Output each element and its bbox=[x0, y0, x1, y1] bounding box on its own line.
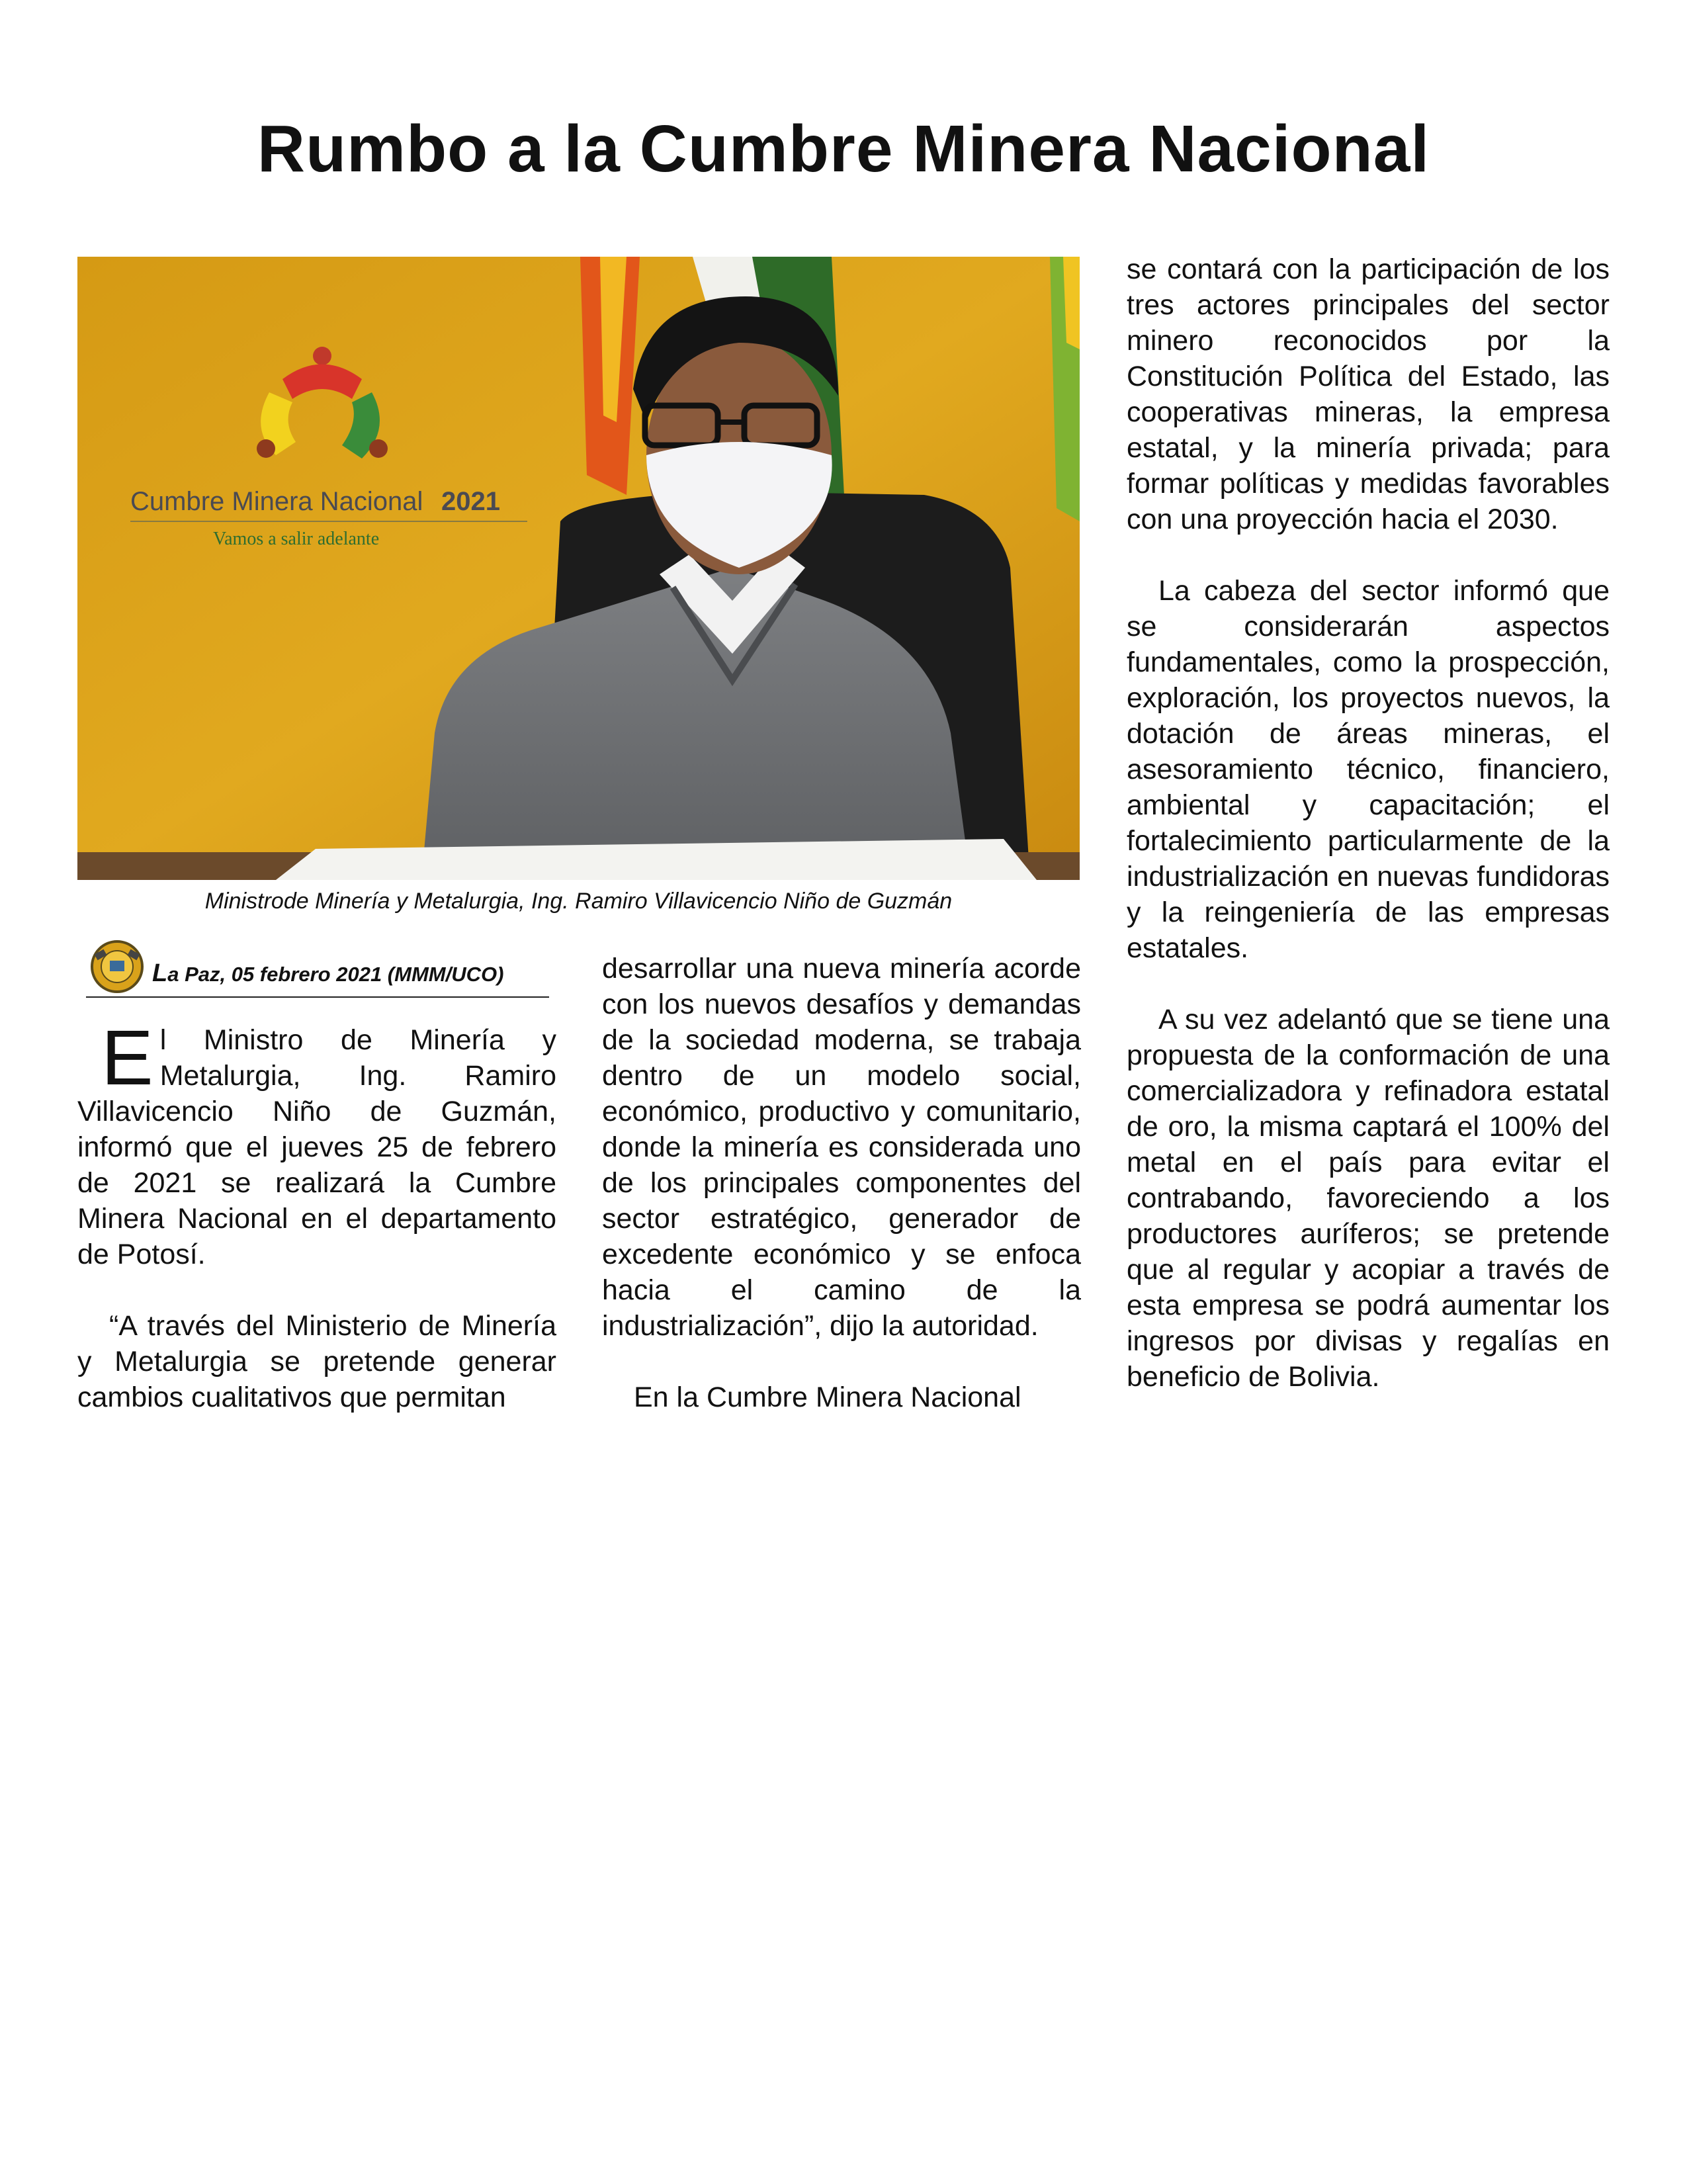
ministry-seal-icon bbox=[90, 939, 144, 994]
article-column-2 bbox=[602, 951, 1081, 1415]
photo-caption: Ministrode Minería y Metalurgia, Ing. Ramiro Villavicencio Niño de Guzmán bbox=[204, 889, 953, 914]
paragraph bbox=[77, 1014, 556, 1272]
article-title: Rumbo a la Cumbre Minera Nacional bbox=[257, 112, 1430, 186]
dateline-rule bbox=[86, 996, 549, 998]
paragraph: se contará con la participación de los tres actores principales del sector minero reconocidos por la Constitución Política del Estado, las cooperativas mineras, la empresa estatal, y la minería privada; para formar políticas y medidas favorables con una proyección hacia el 2030. bbox=[1127, 253, 1610, 535]
paragraph: A su vez adelantó que se tiene una propuesta de la conformación de una comercializadora y refinadora estatal de oro, la misma captará el 100% del metal en el país para evitar el contrabando, favoreciendo a los productores auríferos; se pretende que al regular y acopiar a través de esta empresa se podrá aumentar los ingresos por divisas y regalías en beneficio de Bolivia. bbox=[1127, 1004, 1610, 1393]
paragraph: En la Cumbre Minera Nacional bbox=[634, 1381, 1021, 1413]
article-photo bbox=[77, 257, 1080, 880]
logo-title: Cumbre Minera Nacional bbox=[130, 487, 423, 516]
logo-slogan: Vamos a salir adelante bbox=[213, 529, 380, 549]
paragraph: La cabeza del sector informó que se considerarán aspectos fundamentales, como la prospección, exploración, los proyectos nuevos, la dotación de áreas mineras, el asesoramiento técnico, financiero, ambiental y capacitación; el fortalecimiento particularmente de la industrialización en nuevas fundidoras y la reingeniería de las empresas estatales. bbox=[1127, 575, 1610, 964]
logo-year: 2021 bbox=[441, 487, 500, 516]
dateline-initial: L bbox=[152, 959, 168, 987]
paragraph: “A través del Ministerio de Minería y Metalurgia se pretende generar cambios cualitativos que permitan bbox=[77, 1310, 556, 1413]
drop-cap: E bbox=[101, 1014, 153, 1102]
article-column-1 bbox=[77, 1014, 556, 1415]
dateline bbox=[86, 939, 549, 999]
dateline-text: a Paz, 05 febrero 2021 (MMM/UCO) bbox=[167, 963, 504, 986]
paragraph-text: l Ministro de Minería y Metalurgia, Ing. Ramiro Villavicencio Niño de Guzmán, informó que el jueves 25 de febrero de 2021 se realizará la Cumbre Minera Nacional en el departamento de Potosí. bbox=[77, 1024, 556, 1270]
article-column-3 bbox=[1127, 251, 1610, 1395]
paragraph: desarrollar una nueva minería acorde con los nuevos desafíos y demandas de la sociedad moderna, se trabaja dentro de un modelo social, económico, productivo y comunitario, donde la minería es considerada uno de los principales componentes del sector estratégico, generador de excedente económico y se enfoca hacia el camino de la industrialización”, dijo la autoridad. bbox=[602, 953, 1081, 1342]
